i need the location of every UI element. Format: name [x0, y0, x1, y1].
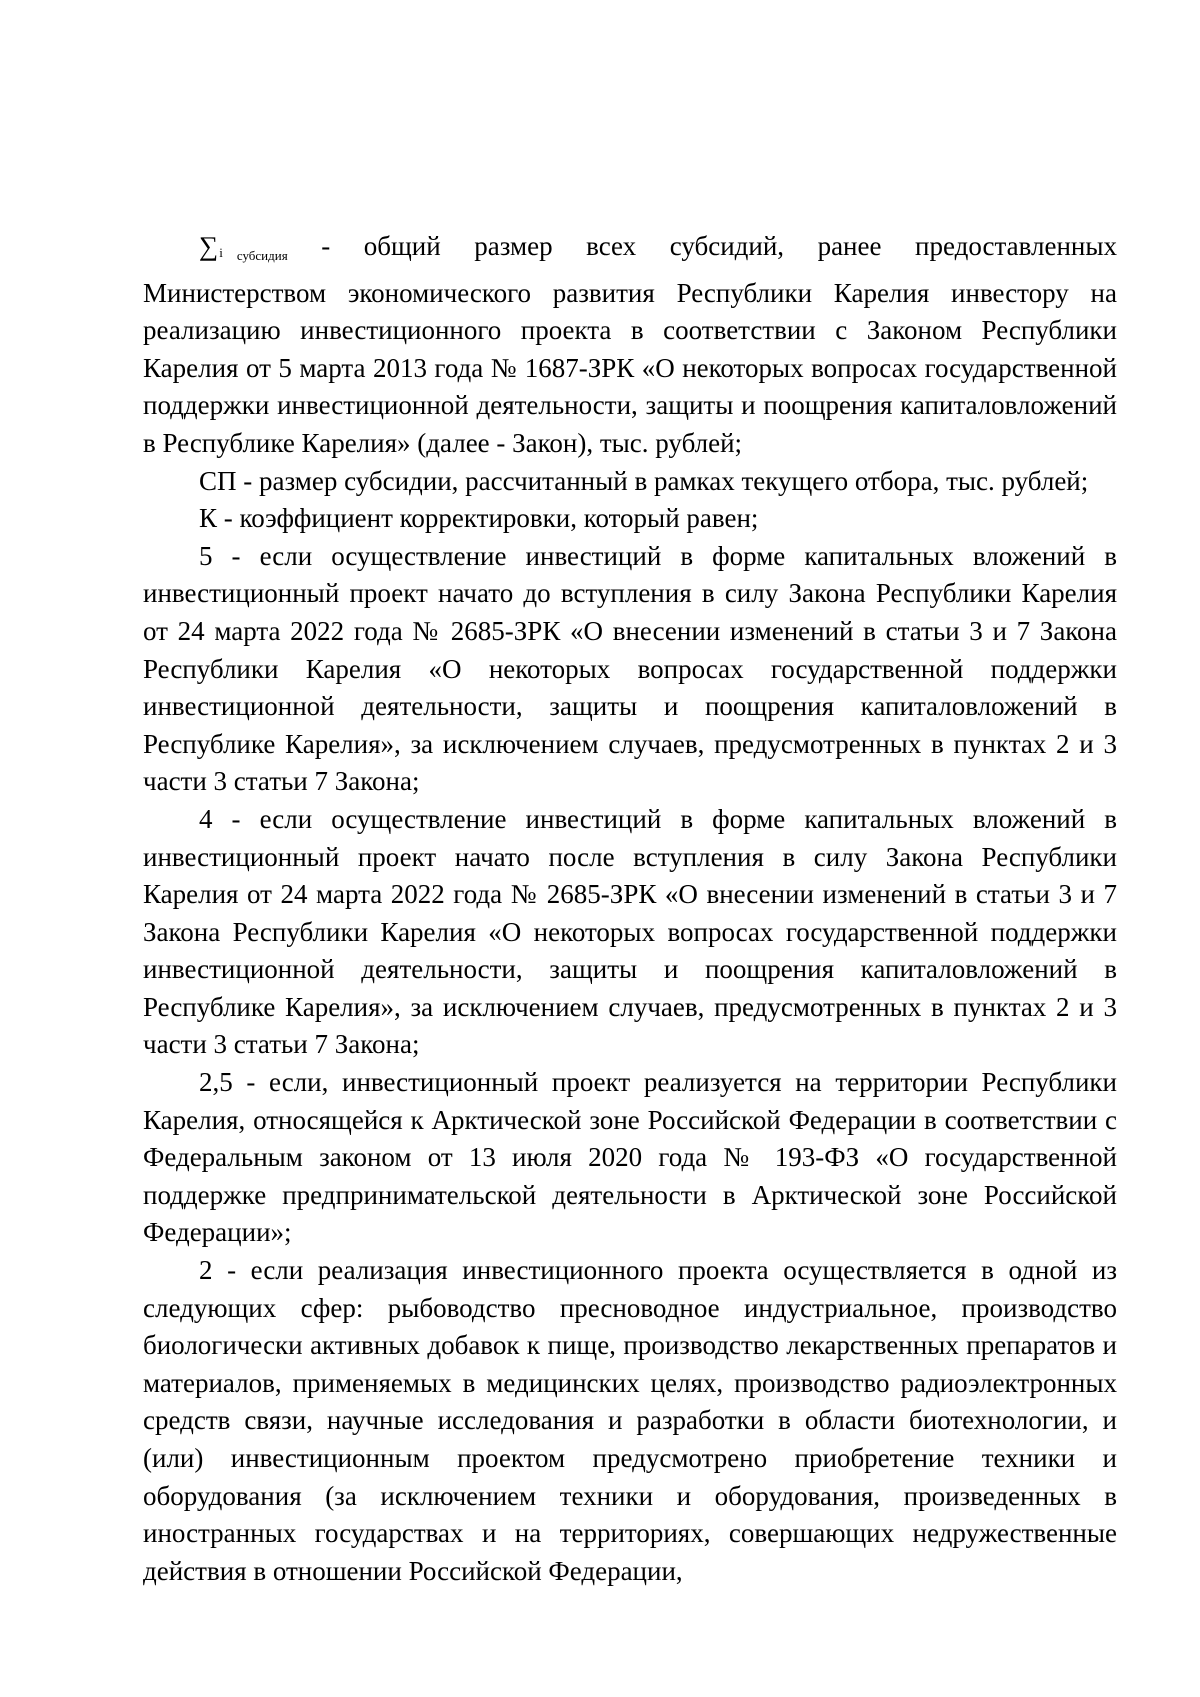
- paragraph-sp-definition: СП - размер субсидии, рассчитанный в рамках текущего отбора, тыс. рублей;: [199, 465, 1089, 496]
- formula-legend-paragraph: [143, 228, 1117, 463]
- sigma-symbol: ∑: [199, 231, 219, 261]
- document-body: [143, 228, 1117, 1590]
- sigma-subscript: субсидия: [236, 248, 288, 263]
- sigma-index: i: [219, 245, 223, 260]
- paragraph-k-value-2-5: 2,5 - если, инвестиционный проект реализуется на территории Республики Карелия, относящейся к Арктической зоне Российской Федерации в соответствии с Федеральным законом от 13 июля 2020 года № 193-ФЗ «О государственной поддержке предпринимательской деятельности в Арктической зоне Российской Федерации»;: [143, 1067, 1117, 1248]
- paragraph-k-value-4: 4 - если осуществление инвестиций в форме капитальных вложений в инвестиционный проект начато после вступления в силу Закона Республики Карелия от 24 марта 2022 года № 2685-ЗРК «О внесении изменений в статьи 3 и 7 Закона Республики Карелия «О некоторых вопросах государственной поддержки инвестиционной деятельности, защиты и поощрения капиталовложений в Республике Карелия», за исключением случаев, предусмотренных в пунктах 2 и 3 части 3 статьи 7 Закона;: [143, 803, 1117, 1060]
- paragraph-k-value-2: 2 - если реализация инвестиционного проекта осуществляется в одной из следующих сфер: рыбоводство пресноводное индустриальное, производство биологически активных добавок к пище, производство лекарственных препаратов и материалов, применяемых в медицинских целях, производство радиоэлектронных средств связи, научные исследования и разработки в области биотехнологии, и (или) инвестиционным проектом предусмотрено приобретение техники и оборудования (за исключением техники и оборудования, произведенных в иностранных государствах и на территориях, совершающих недружественные действия в отношении Российской Федерации,: [143, 1255, 1117, 1586]
- paragraph-k-definition: К - коэффициент корректировки, который равен;: [199, 503, 759, 534]
- paragraph-k-value-5: 5 - если осуществление инвестиций в форме капитальных вложений в инвестиционный проект начато до вступления в силу Закона Республики Карелия от 24 марта 2022 года № 2685-ЗРК «О внесении изменений в статьи 3 и 7 Закона Республики Карелия «О некоторых вопросах государственной поддержки инвестиционной деятельности, защиты и поощрения капиталовложений в Республике Карелия», за исключением случаев, предусмотренных в пунктах 2 и 3 части 3 статьи 7 Закона;: [143, 540, 1117, 797]
- formula-legend-text: - общий размер всех субсидий, ранее предоставленных Министерством экономического развития Республики Карелия инвестору на реализацию инвестиционного проекта в соответствии с Законом Республики Карелия от 5 марта 2013 года № 1687-ЗРК «О некоторых вопросах государственной поддержки инвестиционной деятельности, защиты и поощрения капиталовложений в Республике Карелия» (далее - Закон), тыс. рублей;: [143, 231, 1117, 458]
